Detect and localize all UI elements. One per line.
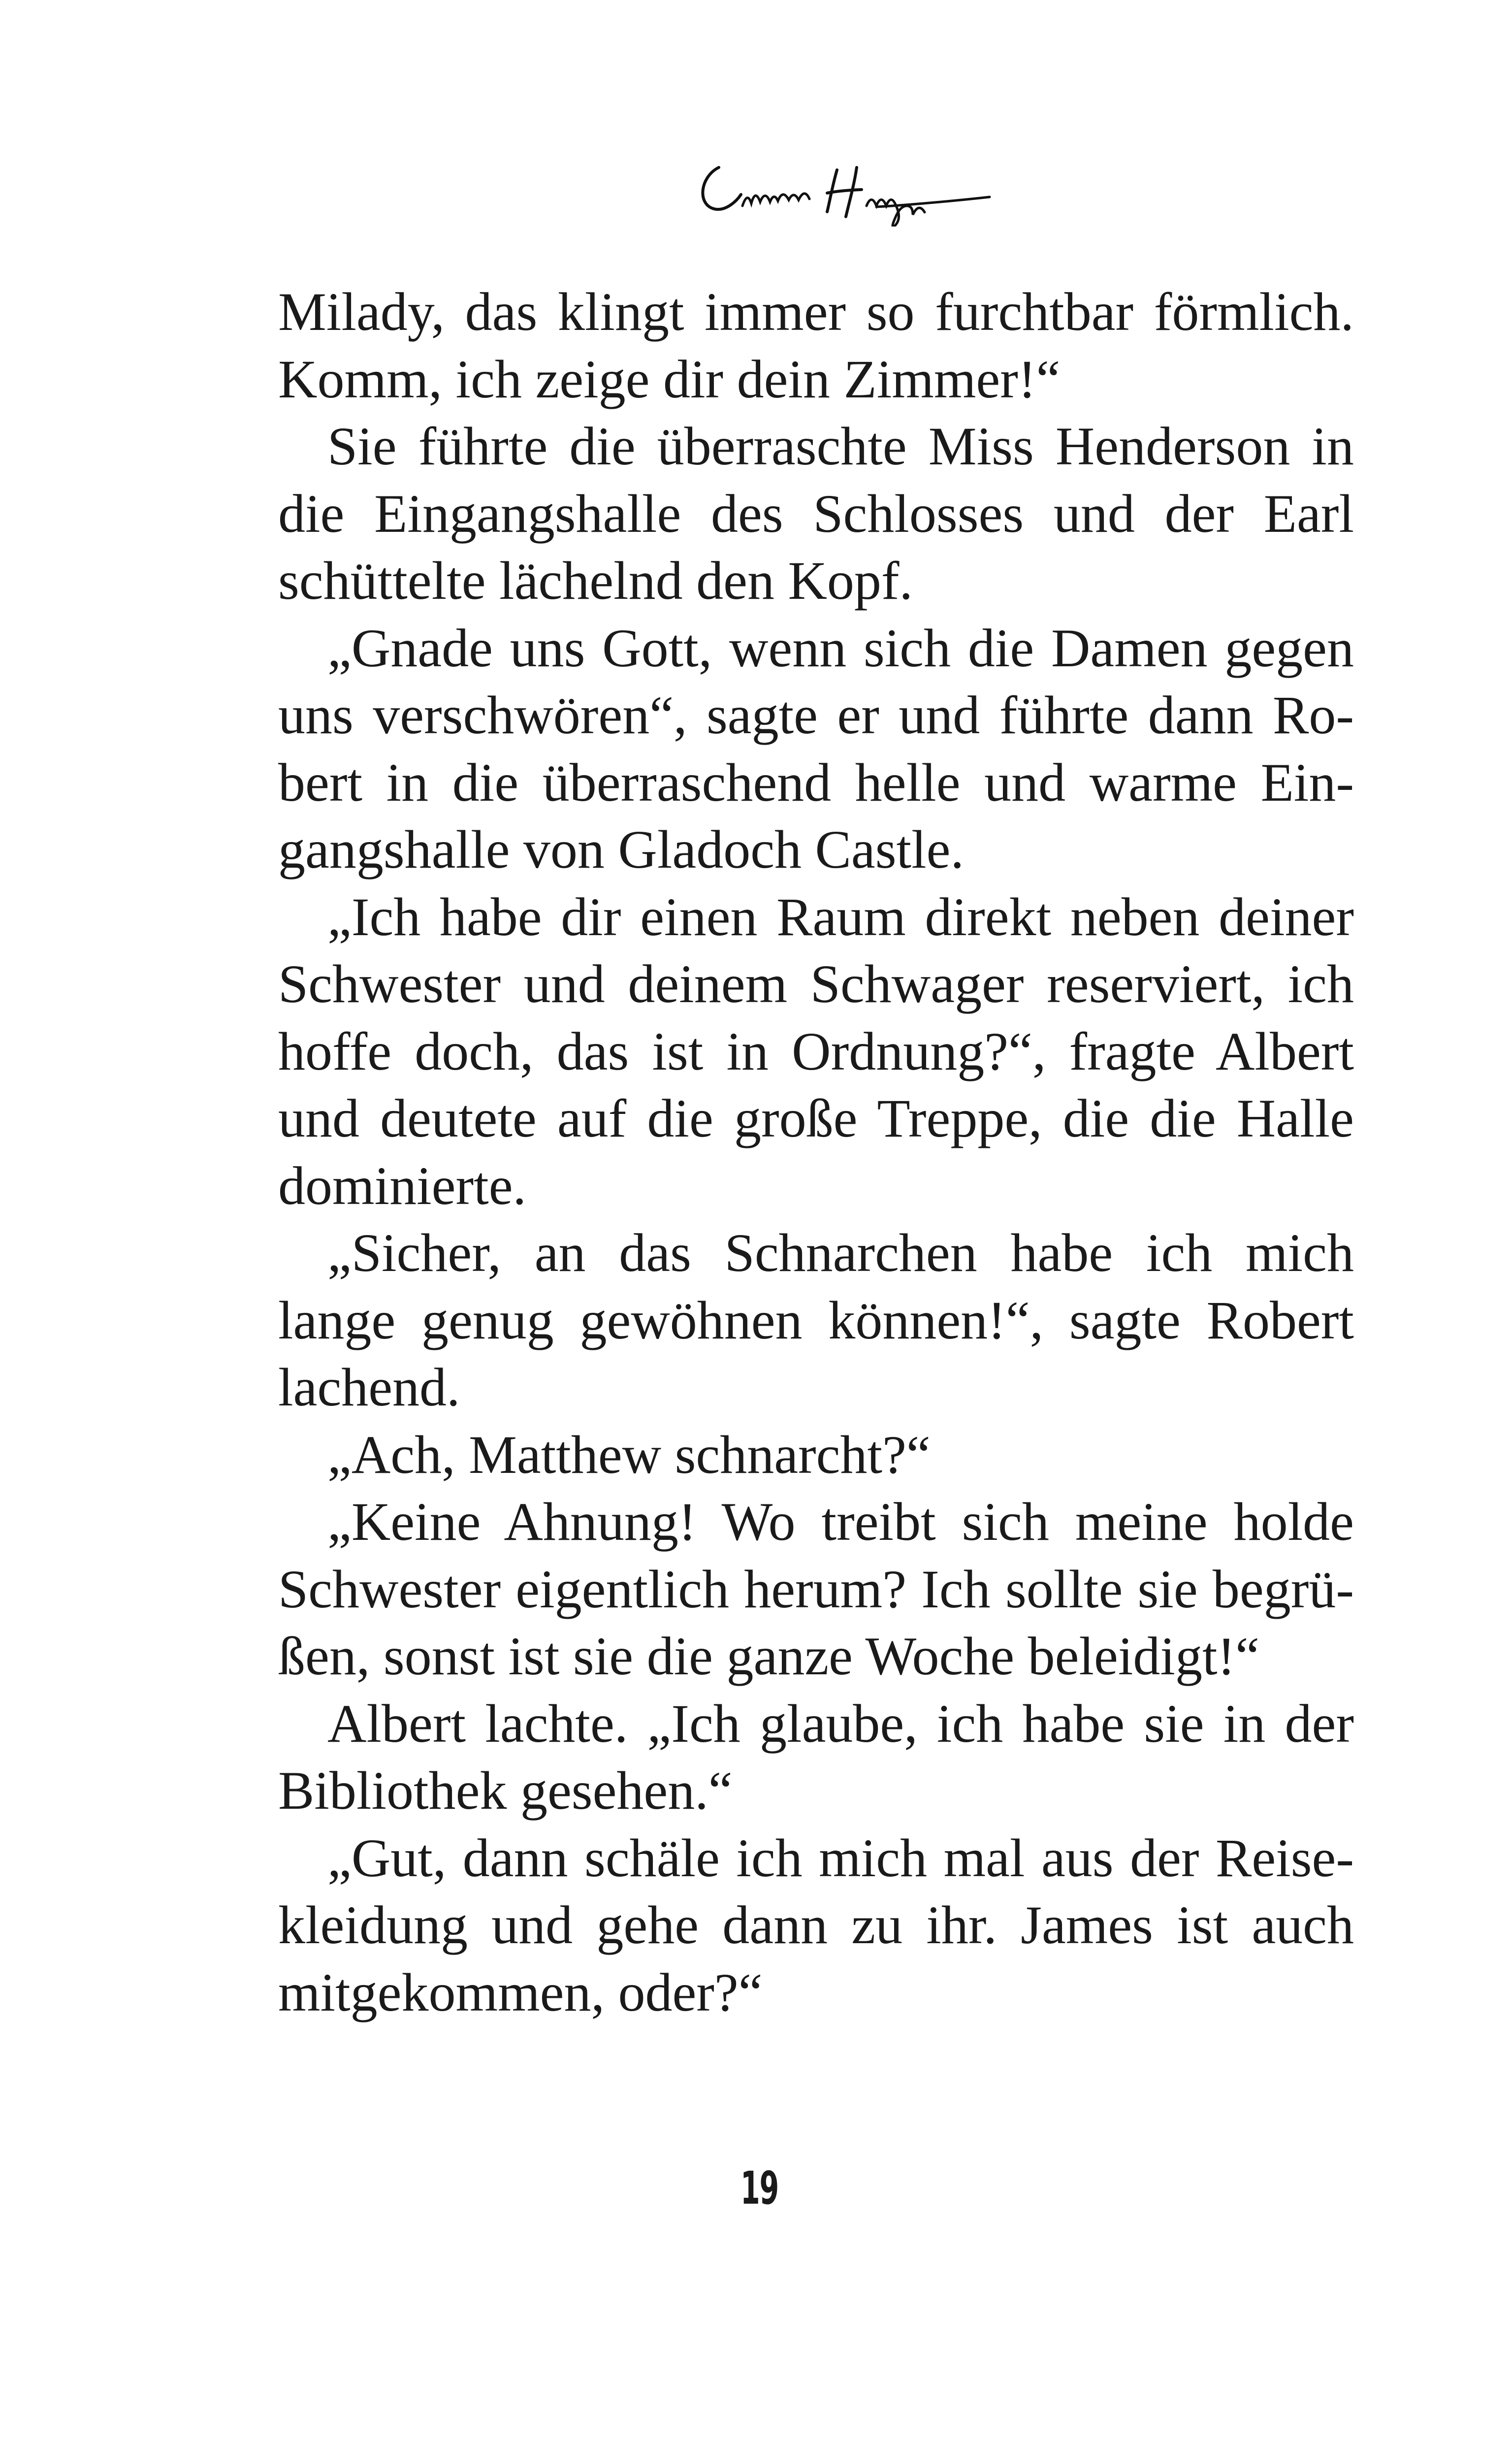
paragraph: „Gnade uns Gott, wenn sich die Damen gegen uns verschwören“, sagte er und führte dann Robert in die überraschend helle und warme Eingangshalle von Gladoch Castle.	[278, 618, 1354, 879]
main-text	[278, 278, 1354, 2026]
paragraph: Albert lachte. „Ich glaube, ich habe sie in der Bibliothek gesehen.“	[278, 1693, 1354, 1821]
author-signature	[689, 148, 995, 227]
paragraph: Milady, das klingt immer so furchtbar förmlich. Komm, ich zeige dir dein Zimmer!“	[278, 282, 1354, 409]
paragraph: „Ich habe dir einen Raum direkt neben deiner Schwester und deinem Schwager reserviert, ich hoffe doch, das ist in Ordnung?“, fragte Albert und deutete auf die große Treppe, die die Halle dominierte.	[278, 886, 1354, 1216]
paragraph: „Sicher, an das Schnarchen habe ich mich lange genug gewöhnen können!“, sagte Robert lachend.	[278, 1223, 1354, 1417]
page-number: 19	[740, 2162, 778, 2215]
paragraph: „Gut, dann schäle ich mich mal aus der Reisekleidung und gehe dann zu ihr. James ist auch mitgekommen, oder?“	[278, 1827, 1354, 2022]
paragraph: „Ach, Matthew schnarcht?“	[327, 1424, 931, 1485]
paragraph: „Keine Ahnung! Wo treibt sich meine holde Schwester eigentlich herum? Ich sollte sie begrüßen, sonst ist sie die ganze Woche beleidigt!“	[278, 1492, 1354, 1686]
paragraph: Sie führte die überraschte Miss Henderson in die Eingangshalle des Schlosses und der Earl schüttelte lächelnd den Kopf.	[278, 416, 1354, 611]
signature-logo	[689, 148, 995, 227]
